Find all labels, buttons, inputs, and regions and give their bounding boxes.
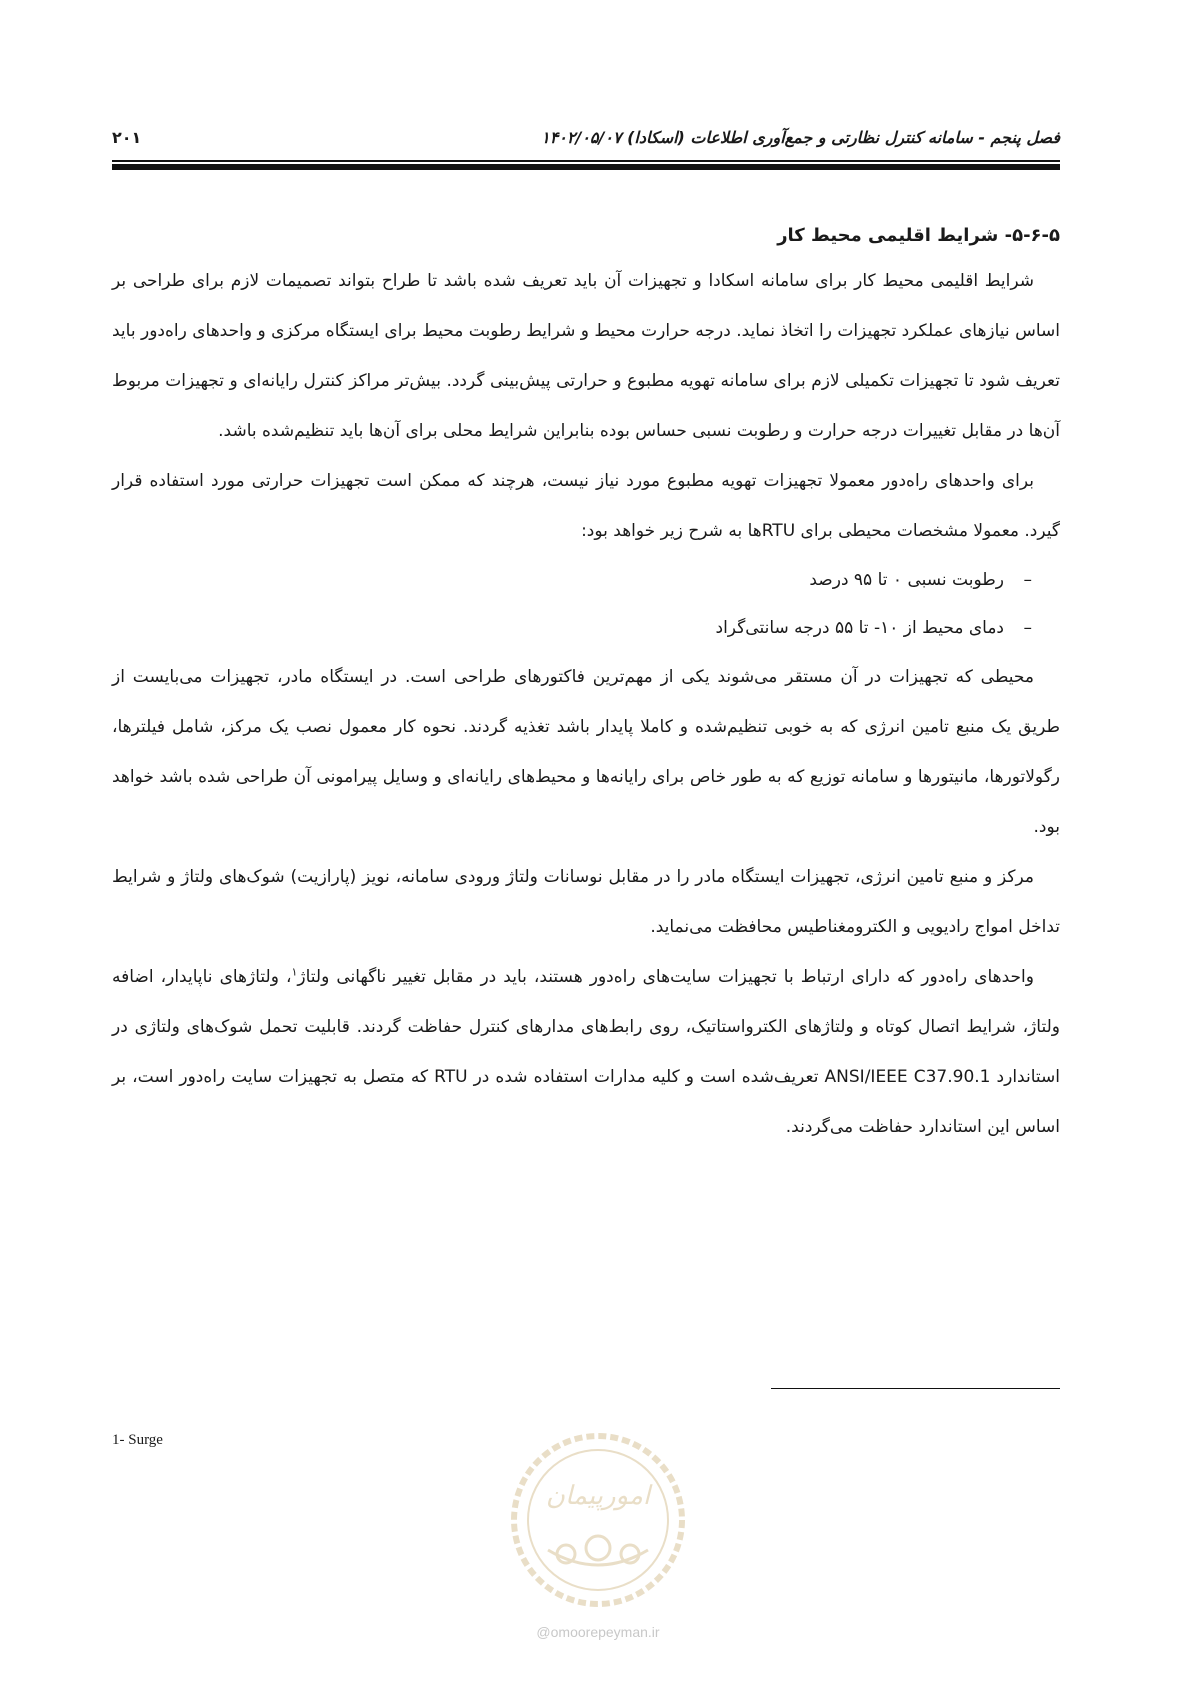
page-number: ۲۰۱: [112, 128, 142, 147]
bullet-dash: –: [1023, 618, 1032, 638]
paragraph-2: برای واحدهای راه‌دور معمولا تجهیزات تهویه مطبوع مورد نیاز نیست، هرچند که ممکن است تجهیزات حرارتی مورد استفاده قرار گیرد. معمولا مشخصات محیطی برای RTUها به شرح زیر خواهد بود:: [112, 471, 1060, 541]
paragraph-4: مرکز و منبع تامین انرژی، تجهیزات ایستگاه مادر را در مقابل نوسانات ولتاژ ورودی سامانه، نویز (پارازیت) شوک‌های ولتاژ و شرایط تداخل امواج رادیویی و الکترومغناطیس محافظت می‌نماید.: [112, 867, 1060, 937]
watermark-site: @omoorepeyman.ir: [536, 1624, 660, 1640]
list-item: [112, 604, 1032, 652]
paragraph-5: [112, 952, 1060, 1152]
list-item: [112, 556, 1032, 604]
watermark-logo-text: امورپیمان: [545, 1481, 651, 1511]
bullet-dash: –: [1023, 570, 1032, 590]
list-item-text: دمای محیط از ۱۰- تا ۵۵ درجه سانتی‌گراد: [715, 618, 1004, 638]
header-rule-thick: [112, 164, 1060, 170]
paragraph-5-start: واحدهای راه‌دور که دارای ارتباط با تجهیزات سایت‌های راه‌دور هستند، باید در مقابل تغییر ناگهانی ولتاژ: [297, 967, 1034, 987]
footnote: 1- Surge: [112, 1432, 163, 1448]
list-item-text: رطوبت نسبی ۰ تا ۹۵ درصد: [809, 570, 1004, 590]
paragraph-5-end: ، ولتاژهای ناپایدار، اضافه ولتاژ، شرایط اتصال کوتاه و ولتاژهای الکترواستاتیک، روی رابط‌های مدارهای کنترل حفاظت گردند. قابلیت تحمل شوک‌های ولتاژی در استاندارد ANSI/IEEE C37.90.1 تعریف‌شده است و کلیه مدارات استفاده شده در RTU که متصل به تجهیزات سایت راه‌دور است، بر اساس این استاندارد حفاظت می‌گردند.: [112, 967, 1060, 1137]
footnote-marker: ۱: [291, 965, 298, 979]
header-title: فصل پنجم - سامانه کنترل نظارتی و جمع‌آوری اطلاعات (اسکادا) ۱۴۰۲/۰۵/۰۷: [541, 128, 1060, 147]
paragraph-1: شرایط اقلیمی محیط کار برای سامانه اسکادا و تجهیزات آن باید تعریف شده باشد تا طراح بتواند تصمیمات لازم برای طراحی بر اساس نیازهای عملکرد تجهیزات را اتخاذ نماید. درجه حرارت محیط و شرایط رطوبت محیط برای ایستگاه مرکزی و واحدهای راه‌دور باید تعریف شود تا تجهیزات تکمیلی لازم برای سامانه تهویه مطبوع و حرارتی پیش‌بینی گردد. بیش‌تر مراکز کنترل رایانه‌ای و تجهیزات مربوط آن‌ها در مقابل تغییرات درجه حرارت و رطوبت نسبی حساس بوده بنابراین شرایط محلی برای آن‌ها باید تنظیم‌شده باشد.: [112, 271, 1060, 441]
header-rule-thin: [112, 160, 1060, 162]
footnote-separator: [771, 1388, 1060, 1389]
watermark-logo: [508, 1430, 688, 1610]
main-content: [112, 218, 1060, 1152]
section-heading: ۵-۶-۵- شرایط اقلیمی محیط کار: [777, 225, 1060, 246]
paragraph-3: محیطی که تجهیزات در آن مستقر می‌شوند یکی از مهم‌ترین فاکتورهای طراحی است. در ایستگاه مادر، تجهیزات می‌بایست از طریق یک منبع تامین انرژی که به خوبی تنظیم‌شده و کاملا پایدار باشد تغذیه گردند. نحوه کار معمول نصب یک مرکز، شامل فیلترها، رگولاتورها، مانیتورها و سامانه توزیع که به طور خاص برای رایانه‌ها و محیط‌های رایانه‌ای و وسایل پیرامونی آن طراحی شده باشد خواهد بود.: [112, 667, 1060, 837]
page-header: [112, 128, 1060, 156]
spec-list: [112, 556, 1060, 652]
